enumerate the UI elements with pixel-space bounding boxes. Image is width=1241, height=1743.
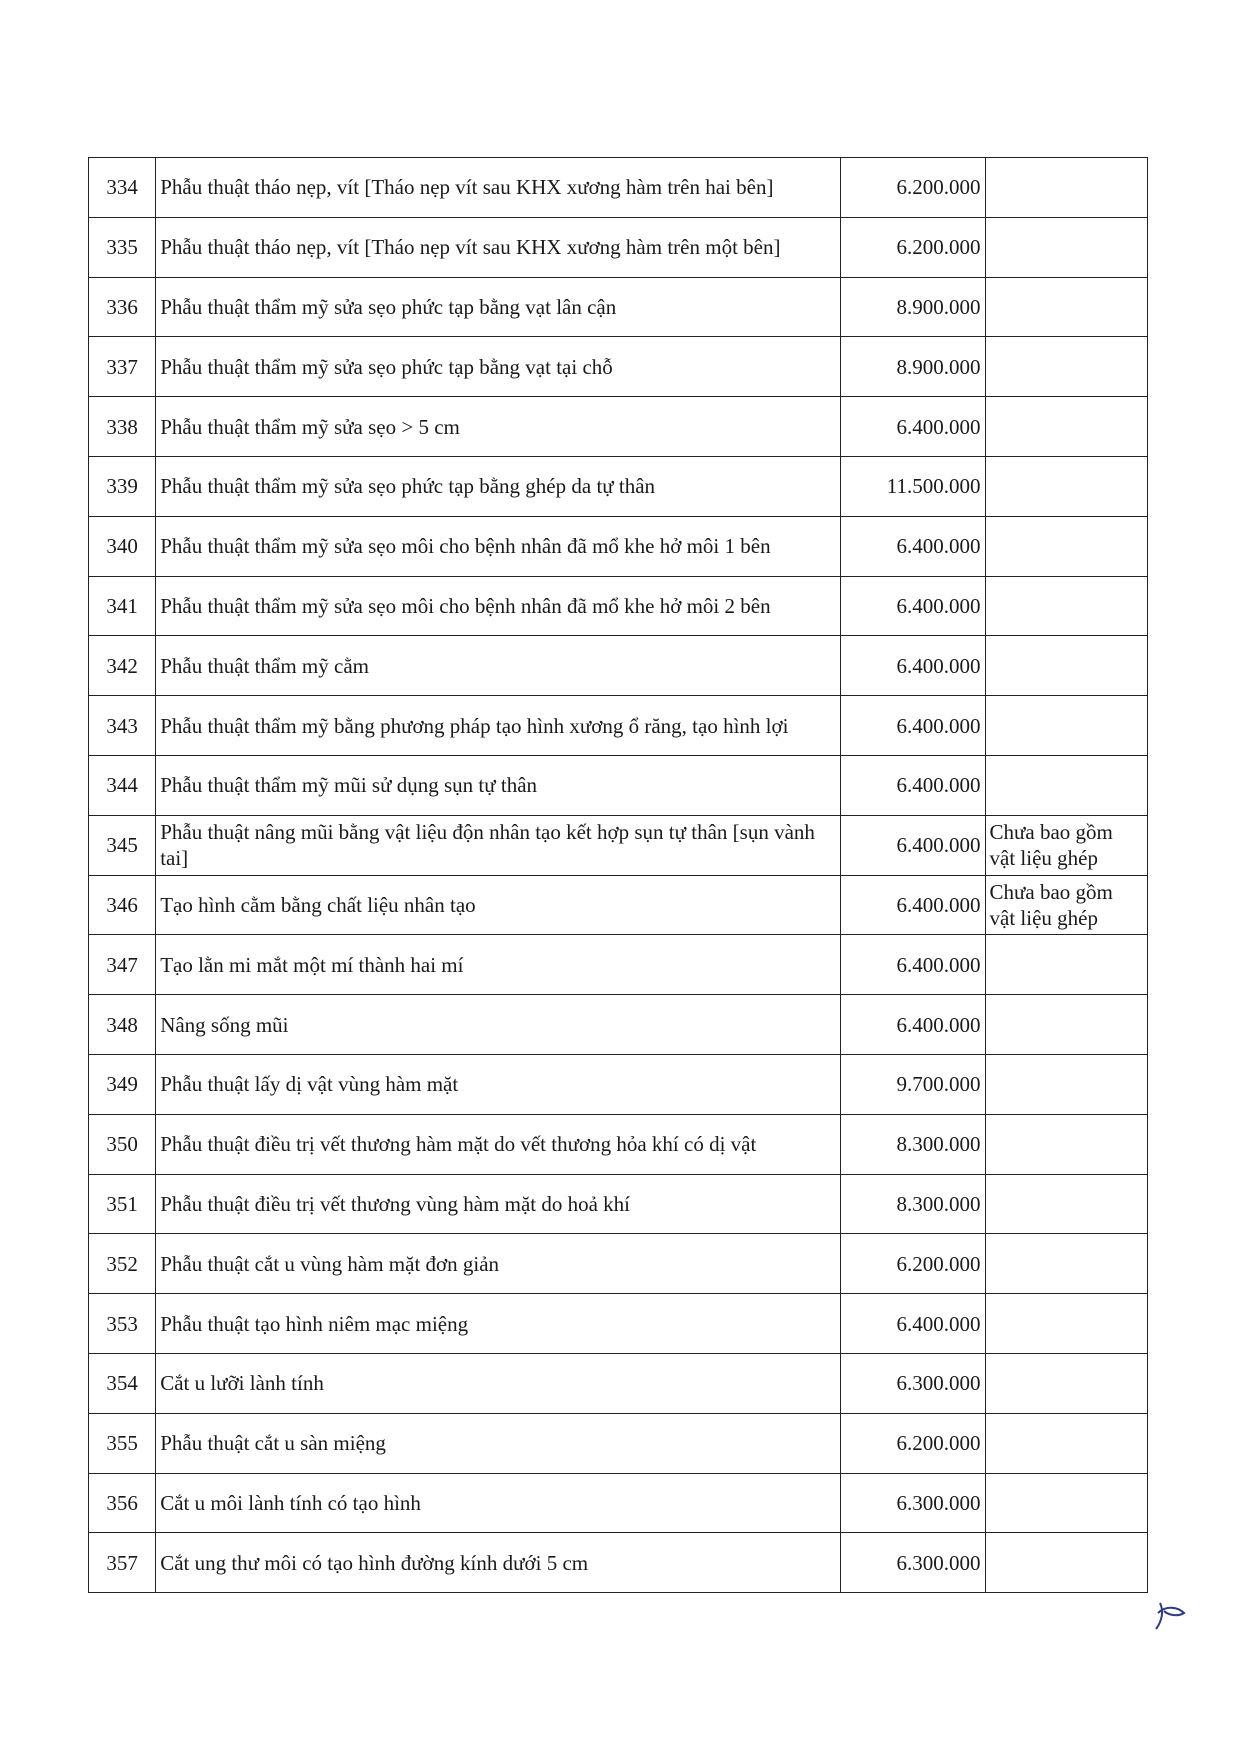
procedure-price: 6.400.000 — [841, 935, 985, 995]
row-number: 349 — [89, 1054, 156, 1114]
procedure-note: Chưa bao gồm vật liệu ghép — [985, 815, 1147, 875]
row-number: 357 — [89, 1533, 156, 1593]
procedure-note — [985, 277, 1147, 337]
row-number: 343 — [89, 696, 156, 756]
procedure-name: Phẫu thuật thẩm mỹ sửa sẹo môi cho bệnh nhân đã mổ khe hở môi 1 bên — [156, 516, 841, 576]
row-number: 356 — [89, 1473, 156, 1533]
procedure-note — [985, 397, 1147, 457]
procedure-note — [985, 1294, 1147, 1354]
table-row — [89, 516, 1148, 576]
procedure-note — [985, 217, 1147, 277]
procedure-name: Phẫu thuật thẩm mỹ sửa sẹo phức tạp bằng ghép da tự thân — [156, 456, 841, 516]
procedure-price: 6.400.000 — [841, 755, 985, 815]
table-row — [89, 1234, 1148, 1294]
procedure-note — [985, 935, 1147, 995]
row-number: 348 — [89, 995, 156, 1055]
procedure-name: Cắt ung thư môi có tạo hình đường kính dưới 5 cm — [156, 1533, 841, 1593]
table-row — [89, 158, 1148, 218]
row-number: 351 — [89, 1174, 156, 1234]
procedure-price: 9.700.000 — [841, 1054, 985, 1114]
table-row — [89, 456, 1148, 516]
procedure-price: 11.500.000 — [841, 456, 985, 516]
table-row — [89, 1353, 1148, 1413]
table-row — [89, 576, 1148, 636]
procedure-price: 8.900.000 — [841, 337, 985, 397]
table-row — [89, 397, 1148, 457]
table-row — [89, 696, 1148, 756]
row-number: 339 — [89, 456, 156, 516]
table-row — [89, 636, 1148, 696]
table-row — [89, 277, 1148, 337]
table-row — [89, 1473, 1148, 1533]
table-row — [89, 337, 1148, 397]
procedure-price: 8.300.000 — [841, 1174, 985, 1234]
row-number: 337 — [89, 337, 156, 397]
row-number: 345 — [89, 815, 156, 875]
procedure-price: 8.300.000 — [841, 1114, 985, 1174]
table-row — [89, 1054, 1148, 1114]
procedure-note — [985, 1353, 1147, 1413]
procedure-price: 6.300.000 — [841, 1473, 985, 1533]
procedure-note — [985, 1054, 1147, 1114]
procedure-name: Phẫu thuật thẩm mỹ mũi sử dụng sụn tự thân — [156, 755, 841, 815]
procedure-name: Phẫu thuật thẩm mỹ sửa sẹo môi cho bệnh nhân đã mổ khe hở môi 2 bên — [156, 576, 841, 636]
table-row — [89, 217, 1148, 277]
procedure-price: 6.400.000 — [841, 875, 985, 935]
row-number: 354 — [89, 1353, 156, 1413]
row-number: 338 — [89, 397, 156, 457]
procedure-name: Phẫu thuật điều trị vết thương hàm mặt do vết thương hỏa khí có dị vật — [156, 1114, 841, 1174]
procedure-name: Phẫu thuật lấy dị vật vùng hàm mặt — [156, 1054, 841, 1114]
procedure-price: 6.400.000 — [841, 1294, 985, 1354]
procedure-note: Chưa bao gồm vật liệu ghép — [985, 875, 1147, 935]
procedure-price: 6.200.000 — [841, 217, 985, 277]
procedure-name: Tạo lằn mi mắt một mí thành hai mí — [156, 935, 841, 995]
procedure-price: 6.300.000 — [841, 1533, 985, 1593]
procedure-name: Phẫu thuật thẩm mỹ sửa sẹo phức tạp bằng vạt lân cận — [156, 277, 841, 337]
procedure-price: 6.400.000 — [841, 696, 985, 756]
procedure-note — [985, 516, 1147, 576]
procedure-note — [985, 1413, 1147, 1473]
table-row — [89, 1114, 1148, 1174]
procedure-price: 6.400.000 — [841, 397, 985, 457]
procedure-name: Phẫu thuật thẩm mỹ cằm — [156, 636, 841, 696]
procedure-note — [985, 576, 1147, 636]
procedure-name: Nâng sống mũi — [156, 995, 841, 1055]
row-number: 341 — [89, 576, 156, 636]
table-row — [89, 815, 1148, 875]
procedure-note — [985, 1234, 1147, 1294]
row-number: 335 — [89, 217, 156, 277]
procedure-price: 6.400.000 — [841, 995, 985, 1055]
table-row — [89, 1533, 1148, 1593]
procedure-note — [985, 696, 1147, 756]
table-row — [89, 1174, 1148, 1234]
procedure-price: 6.400.000 — [841, 636, 985, 696]
procedure-price: 6.400.000 — [841, 516, 985, 576]
row-number: 346 — [89, 875, 156, 935]
row-number: 340 — [89, 516, 156, 576]
procedure-note — [985, 636, 1147, 696]
table-row — [89, 995, 1148, 1055]
procedure-name: Phẫu thuật điều trị vết thương vùng hàm mặt do hoả khí — [156, 1174, 841, 1234]
row-number: 352 — [89, 1234, 156, 1294]
row-number: 342 — [89, 636, 156, 696]
row-number: 336 — [89, 277, 156, 337]
table-row — [89, 935, 1148, 995]
procedure-price: 8.900.000 — [841, 277, 985, 337]
procedure-note — [985, 1114, 1147, 1174]
procedure-note — [985, 1533, 1147, 1593]
procedure-price: 6.200.000 — [841, 158, 985, 218]
signature-mark — [1148, 1585, 1198, 1635]
procedure-note — [985, 158, 1147, 218]
procedure-name: Phẫu thuật thẩm mỹ sửa sẹo > 5 cm — [156, 397, 841, 457]
procedure-note — [985, 1473, 1147, 1533]
procedure-note — [985, 1174, 1147, 1234]
procedure-name: Phẫu thuật tháo nẹp, vít [Tháo nẹp vít sau KHX xương hàm trên một bên] — [156, 217, 841, 277]
procedure-note — [985, 755, 1147, 815]
price-table — [88, 157, 1148, 1593]
procedure-price: 6.400.000 — [841, 576, 985, 636]
procedure-note — [985, 995, 1147, 1055]
row-number: 355 — [89, 1413, 156, 1473]
procedure-price: 6.300.000 — [841, 1353, 985, 1413]
procedure-name: Phẫu thuật cắt u sàn miệng — [156, 1413, 841, 1473]
procedure-name: Phẫu thuật cắt u vùng hàm mặt đơn giản — [156, 1234, 841, 1294]
row-number: 334 — [89, 158, 156, 218]
procedure-name: Tạo hình cằm bằng chất liệu nhân tạo — [156, 875, 841, 935]
procedure-price: 6.200.000 — [841, 1234, 985, 1294]
table-body — [89, 158, 1148, 1593]
table-row — [89, 755, 1148, 815]
procedure-name: Cắt u môi lành tính có tạo hình — [156, 1473, 841, 1533]
table-row — [89, 1413, 1148, 1473]
row-number: 353 — [89, 1294, 156, 1354]
procedure-price: 6.200.000 — [841, 1413, 985, 1473]
procedure-name: Phẫu thuật thẩm mỹ sửa sẹo phức tạp bằng vạt tại chỗ — [156, 337, 841, 397]
procedure-note — [985, 456, 1147, 516]
table-row — [89, 1294, 1148, 1354]
procedure-price: 6.400.000 — [841, 815, 985, 875]
procedure-name: Phẫu thuật thẩm mỹ bằng phương pháp tạo hình xương ổ răng, tạo hình lợi — [156, 696, 841, 756]
table-row — [89, 875, 1148, 935]
procedure-name: Phẫu thuật tạo hình niêm mạc miệng — [156, 1294, 841, 1354]
procedure-note — [985, 337, 1147, 397]
row-number: 347 — [89, 935, 156, 995]
procedure-name: Phẫu thuật tháo nẹp, vít [Tháo nẹp vít sau KHX xương hàm trên hai bên] — [156, 158, 841, 218]
procedure-name: Phẫu thuật nâng mũi bằng vật liệu độn nhân tạo kết hợp sụn tự thân [sụn vành tai] — [156, 815, 841, 875]
row-number: 350 — [89, 1114, 156, 1174]
row-number: 344 — [89, 755, 156, 815]
procedure-name: Cắt u lưỡi lành tính — [156, 1353, 841, 1413]
